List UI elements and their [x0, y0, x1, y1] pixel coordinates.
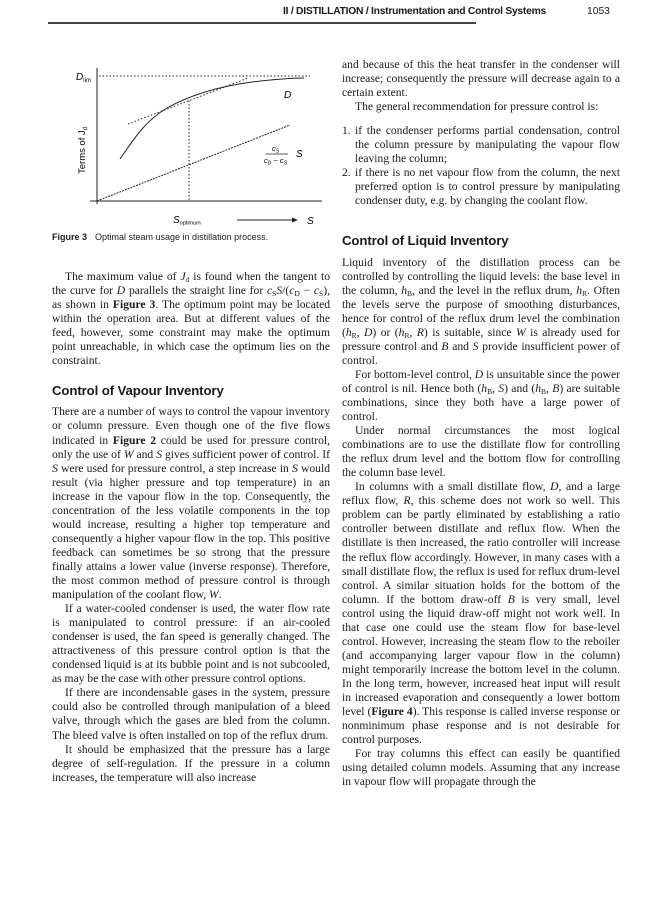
list-item: 1. if the condenser performs partial condensation, control the column pressure by manipulating the vapour flow leaving the column; [342, 124, 620, 166]
figure-3-caption [52, 230, 330, 244]
figure-ref[interactable]: Figure 2 [112, 433, 157, 447]
s-optimum-label: Soptimum [173, 215, 201, 227]
x-axis-label: S [307, 216, 314, 227]
figure-caption-text: Optimal steam usage in distillation process. [95, 232, 269, 242]
paragraph: It should be emphasized that the pressure has a large degree of self-regulation. If the pressure in a column increases, the temperature will also increase [52, 742, 330, 784]
d-curve-label: D [284, 90, 292, 101]
figure-3-diagram [52, 56, 330, 228]
paragraph: Liquid inventory of the distillation process can be controlled by controlling the liquid levels: the base level in the column, $h_B$, and the level in the reflux drum, $h_R$. Often the levels serve the purpose of smoothing disturbances, hence for control of the reflux drum level the combination ($h_R$, D) or ($h_R$, R) is suitable, since W is already used for pressure control and B and S provide insufficient power of control. [342, 255, 621, 367]
section-heading-vapour: Control of Vapour Inventory [52, 383, 224, 399]
tangent-line [128, 78, 248, 124]
paragraph: The general recommendation for pressure control is: [355, 100, 599, 114]
line-label-numerator: $c_S$ [272, 144, 280, 155]
cost-line [97, 125, 290, 201]
line-label-denominator: $c_D - c_S$ [264, 156, 288, 167]
d-curve [120, 78, 304, 159]
figure-ref[interactable]: Figure 3 [112, 298, 156, 312]
list-item: 2. if there is no net vapour flow from the column, the next preferred option is to control pressure by manipulating condenser duty, e.g. by changing the coolant flow. [342, 166, 620, 208]
figure-ref[interactable]: Figure 4 [371, 705, 413, 719]
running-header [0, 0, 668, 30]
left-column [52, 56, 330, 785]
line-label-var: S [296, 149, 303, 160]
running-title: II / DISTILLATION / Instrumentation and Control Systems [283, 6, 546, 17]
paragraph: There are a number of ways to control the vapour inventory or column pressure. Even though one of the five flows indicated in Figure 2 could be used for pressure control, only the use of W and S gives sufficient power of control. If S were used for pressure control, a step increase in S would result (via higher pressure and top temperature) in an increase in the vapour flow in the top. Consequently, the concentration of the less volatile components in the top would increase, resulting a higher top temperature and consequently a higher vapour flow in the top. This positive feedback can sometimes be so strong that the pressure finally attains a lower value (inverse response). Therefore, the most common method of pressure control is through manipulation of the coolant flow, W. [52, 405, 330, 602]
figure-3 [52, 56, 330, 228]
header-rule [48, 22, 476, 24]
paragraph: If a water-cooled condenser is used, the water flow rate is manipulated to control pressure: if an air-cooled condenser is used, the fan speed is generally changed. The attractiveness of this pressure control option is that the condensed liquid is at its bubble point and is not subcooled, as may be the case with other pressure control options. [52, 602, 330, 686]
figure-caption-label: Figure 3 [52, 232, 88, 242]
paragraph: Under normal circumstances the most logical combinations are to use the distillate flow for controlling the reflux drum level and the bottom flow for controlling the column base level. [342, 424, 620, 480]
arrow-head-icon [292, 218, 298, 223]
paragraph: The maximum value of $J_d$ is found when the tangent to the curve for D parallels the straight line for $c_SS/(c_D - c_S)$, as shown in Figure 3. The optimum point may be located within the operation area. But at different values of the feed, however, some constraint may make the optimum point unreachable, in which case the optimum lies on the constraint. [52, 270, 331, 368]
paragraph: For bottom-level control, D is unsuitable since the power of control is nil. Hence both ($h_B$, S) and ($h_B$, B) are suitable combinations, since they both have a large power of control. [342, 367, 621, 424]
section-heading-liquid: Control of Liquid Inventory [342, 233, 509, 249]
paragraph: For tray columns this effect can easily be quantified using detailed column models. Assuming that any increase in vapour flow will propagate through the [342, 747, 620, 789]
page-number: 1053 [587, 6, 610, 17]
recommendation-list [342, 124, 620, 208]
paragraph: In columns with a small distillate flow, D, and a large reflux flow, R, this scheme does not work so well. This problem can be partly eliminated by establishing a ratio controller between distillate and reflux flow. When the distillate is then increased, the ratio controller will increase the reflux flow accordingly. However, in many cases with a small distillate flow, the reflux is used for reflux drum-level control. A similar situation holds for the bottom of the column. If the bottom draw-off B is very small, level control using the liquid draw-off might not work well. In that case one could use the steam flow for base-level control. However, increasing the steam flow to the reboiler (and accompanying larger vapour flow in the column) might temporarily increase the bottom level in the column. In the long term, however, increased heat input will result in increased evaporation and consequently a lower bottom level (Figure 4). This response is called inverse response or nonminimum phase response and is not desirable for control purposes. [342, 480, 621, 747]
right-column [342, 58, 620, 789]
d-lim-label: $D_{lim}$ [76, 72, 91, 84]
paragraph: If there are incondensable gases in the system, pressure could also be controlled through manipulation of a bleed valve, through which the gases are bled from the column. The bleed valve is often installed on top of the reflux drum. [52, 686, 330, 742]
y-axis-label: Terms of $J_d$ [77, 126, 89, 174]
paragraph: and because of this the heat transfer in the condenser will increase; consequently the pressure will decrease again to a certain extent. [342, 58, 620, 100]
